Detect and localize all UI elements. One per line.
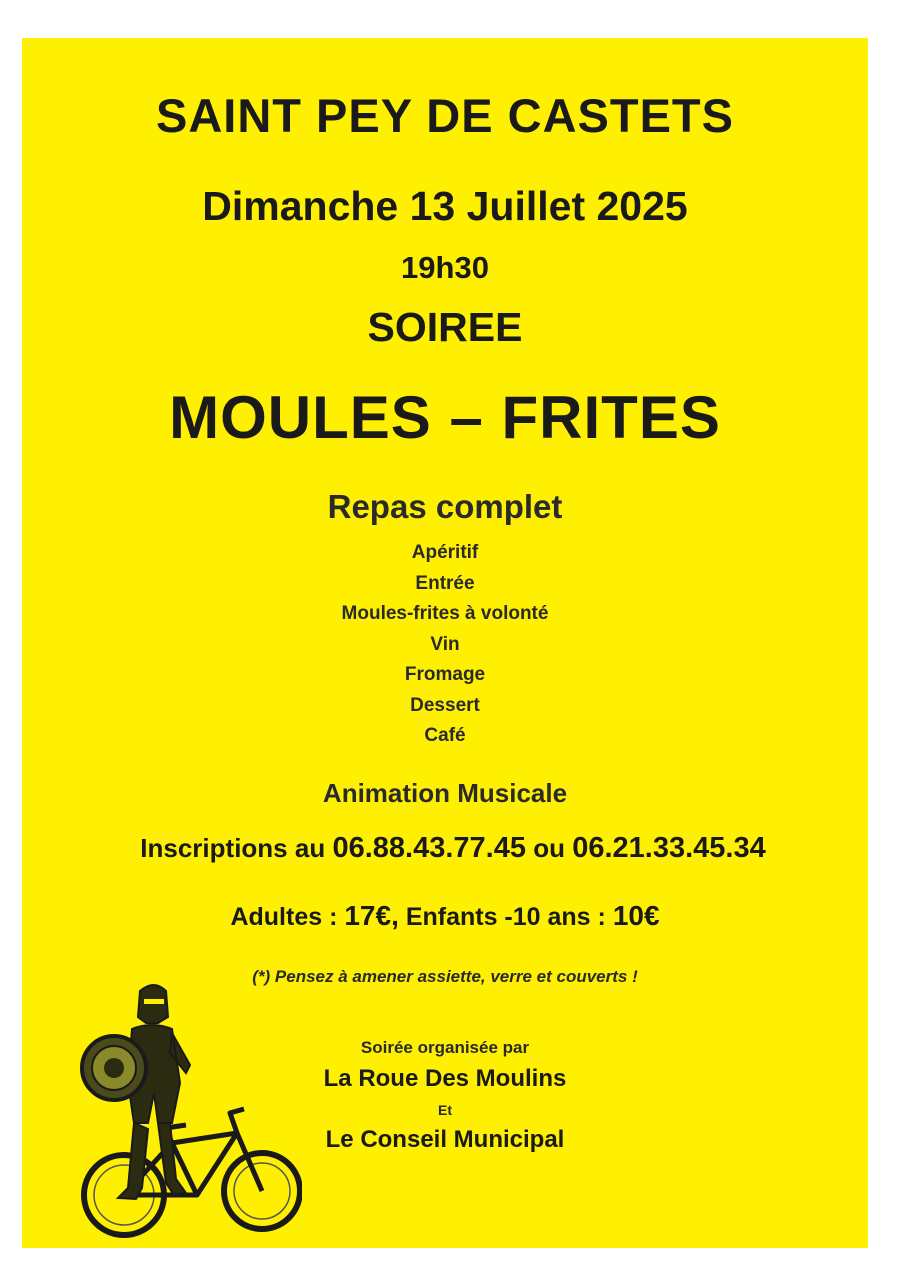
knight-bicycle-logo <box>62 973 302 1253</box>
phone-number-2: 06.21.33.45.34 <box>572 832 766 864</box>
phone-number-1: 06.88.43.77.45 <box>332 832 526 864</box>
event-time: 19h30 <box>401 250 489 285</box>
or-label: ou <box>533 833 565 863</box>
inscriptions-label: Inscriptions au <box>140 833 326 863</box>
menu-heading: Repas complet <box>327 488 563 525</box>
event-title: MOULES – FRITES <box>169 384 721 451</box>
adults-label: Adultes : <box>230 903 338 931</box>
children-price: 10€ <box>612 900 660 931</box>
menu-item: Vin <box>430 633 460 655</box>
prices-line <box>22 900 868 932</box>
menu-item: Apéritif <box>411 542 479 563</box>
animation-label: Animation Musicale <box>322 778 568 808</box>
event-date: Dimanche 13 Juillet 2025 <box>202 183 688 229</box>
inscriptions-line <box>30 832 876 865</box>
flyer <box>22 38 868 1248</box>
soiree-label: SOIREE <box>367 304 523 350</box>
children-label: Enfants -10 ans : <box>405 903 606 931</box>
adults-price: 17€, <box>344 900 399 931</box>
bring-items-note: (*) Pensez à amener assiette, verre et couverts ! <box>252 967 638 986</box>
menu-item: Dessert <box>410 694 480 716</box>
menu-item: Entrée <box>415 572 475 594</box>
organizer-2: Le Conseil Municipal <box>325 1126 565 1153</box>
menu-item: Fromage <box>404 664 486 685</box>
organizer-1: La Roue Des Moulins <box>323 1065 567 1092</box>
town-name: SAINT PEY DE CASTETS <box>155 89 734 142</box>
and-label: Et <box>438 1102 452 1118</box>
organised-by-label: Soirée organisée par <box>360 1038 530 1057</box>
menu-list <box>22 538 868 752</box>
menu-item: Café <box>424 725 466 746</box>
menu-item: Moules-frites à volonté <box>341 603 549 624</box>
